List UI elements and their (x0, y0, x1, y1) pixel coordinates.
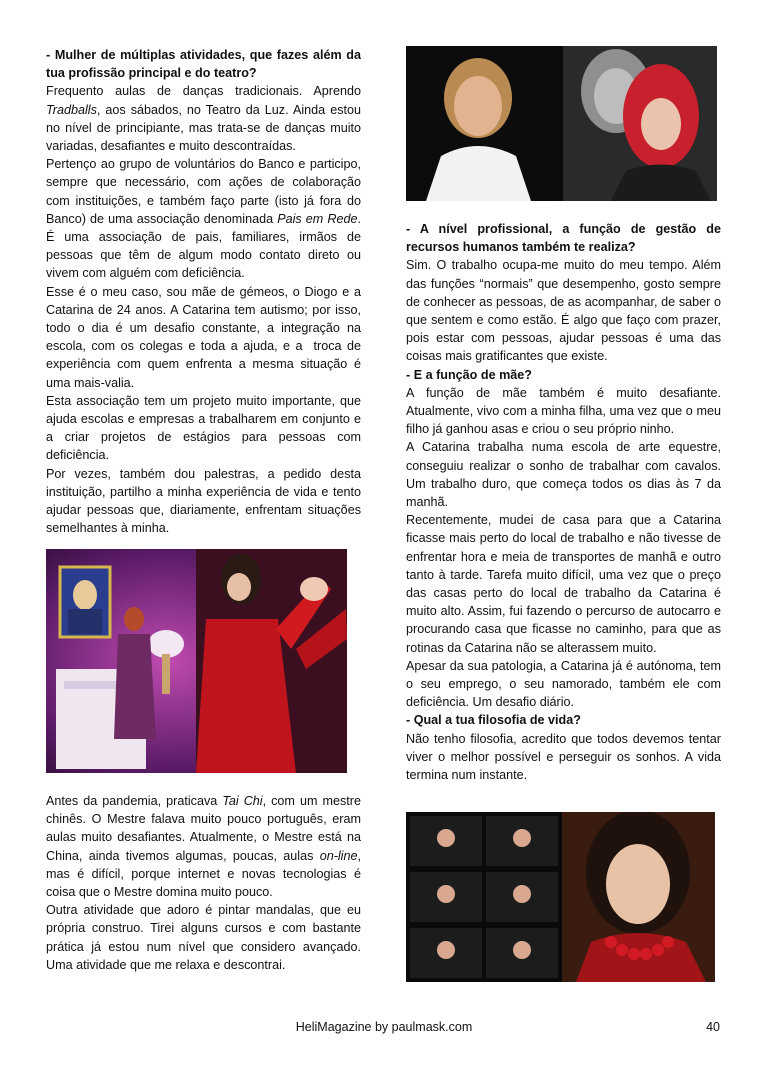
magazine-credit: HeliMagazine by paulmask.com (295, 1020, 473, 1034)
paragraph: Antes da pandemia, praticava Tai Chi, com um mestre chinês. O Mestre falava muito pouco português, eram aulas muito desafiantes. Atualmente, o Mestre está na China, ainda tivemos algumas, poucas, aulas on-line, mas é difícil, porque internet e novas tecnologias é coisa que o Mestre domina muito pouco. (46, 794, 361, 900)
paragraph: Recentemente, mudei de casa para que a Catarina ficasse mais perto do local de trabalho e não tivesse de enfrentar hora e meia de transportes de manhã e outro tanto à tarde. Tarefa muito difícil, uma vez que o preço das casas perto do local de trabalho da Catarina é muito alto. Assim, fui fazendo o percurso de autocarro e procurando casa que ficasse no caminho, para que as rotinas da Catarina não se alterassem muito. (406, 513, 721, 655)
left-column-top (46, 46, 361, 537)
paragraph: Sim. O trabalho ocupa-me muito do meu tempo. Além das funções “normais” que desempenho, gosto sempre de conhecer as pessoas, de as acompanhar, de saber o que sentem e como estão. É algo que faço com prazer, pois estar com pessoas, ajudar pessoas é uma das coisas mais gratificantes que existe. (406, 258, 721, 364)
paragraph: Esse é o meu caso, sou mãe de gémeos, o Diogo e a Catarina de 24 anos. A Catarina tem autismo; por isso, todo o dia é um desafio constante, a integração na escola, com os colegas e toda a ajuda, e a troca de experiência com quem enfrenta a mesma situação é uma mais-valia. (46, 284, 361, 390)
question-heading: - A nível profissional, a função de gestão de recursos humanos também te realiza? (406, 222, 721, 255)
paragraph: Apesar da sua patologia, a Catarina já é autónoma, tem o seu emprego, o seu namorado, também ele com deficiência. Um desafio diário. (406, 658, 721, 710)
collage-photo-image (406, 812, 715, 982)
stage-photo-image (46, 549, 347, 773)
right-column (406, 220, 721, 784)
paragraph: Por vezes, também dou palestras, a pedido desta instituição, partilho a minha experiência de vida e tento ajudar pessoas que, diariamente, enfrentam situações semelhantes à minha. (46, 466, 361, 536)
page-number: 40 (706, 1020, 720, 1034)
paragraph: Pertenço ao grupo de voluntários do Banco e participo, sempre que necessário, com ações de colaboração com instituições, e também faço parte (isto já fora do Banco) de uma associação denominada Pais em Rede. É uma associação de pais, familiares, irmãos de pessoas que têm de algum modo contato direto ou vivem com alguém com deficiência. (46, 157, 361, 281)
collage-photo (406, 812, 715, 982)
portraits-photo (406, 46, 717, 201)
question-heading: - Qual a tua filosofia de vida? (406, 713, 581, 728)
question-heading: - Mulher de múltiplas atividades, que fazes além da tua profissão principal e do teatro? (46, 48, 361, 81)
paragraph: A função de mãe também é muito desafiante. Atualmente, vivo com a minha filha, uma vez que o meu filho já ganhou asas e criou o seu próprio ninho. (406, 385, 721, 437)
left-column-bottom (46, 792, 361, 974)
question-heading: - E a função de mãe? (406, 367, 532, 382)
paragraph: Não tenho filosofia, acredito que todos devemos tentar viver o melhor possível e perseguir os sonhos. A vida termina num instante. (406, 731, 721, 783)
paragraph: A Catarina trabalha numa escola de arte equestre, conseguiu realizar o sonho de trabalhar com cavalos. Um trabalho duro, que começa todos os dias às 7 da manhã. (406, 440, 721, 510)
paragraph: Frequento aulas de danças tradicionais. Aprendo Tradballs, aos sábados, no Teatro da Luz. Ainda estou no nível de principiante, mas trata-se de danças muito variadas, desafiantes e muito descontraídas. (46, 84, 361, 154)
paragraph: Esta associação tem um projeto muito importante, que ajuda escolas e empresas a trabalharem em conjunto e a criar projetos de estágios para pessoas com deficiência. (46, 393, 361, 463)
paragraph: Outra atividade que adoro é pintar mandalas, que eu própria construo. Tirei alguns cursos e com bastante prática já estou num nível que considero avançado. Uma atividade que me relaxa e descontrai. (46, 903, 361, 972)
portraits-photo-image (406, 46, 717, 201)
stage-photo (46, 549, 347, 773)
